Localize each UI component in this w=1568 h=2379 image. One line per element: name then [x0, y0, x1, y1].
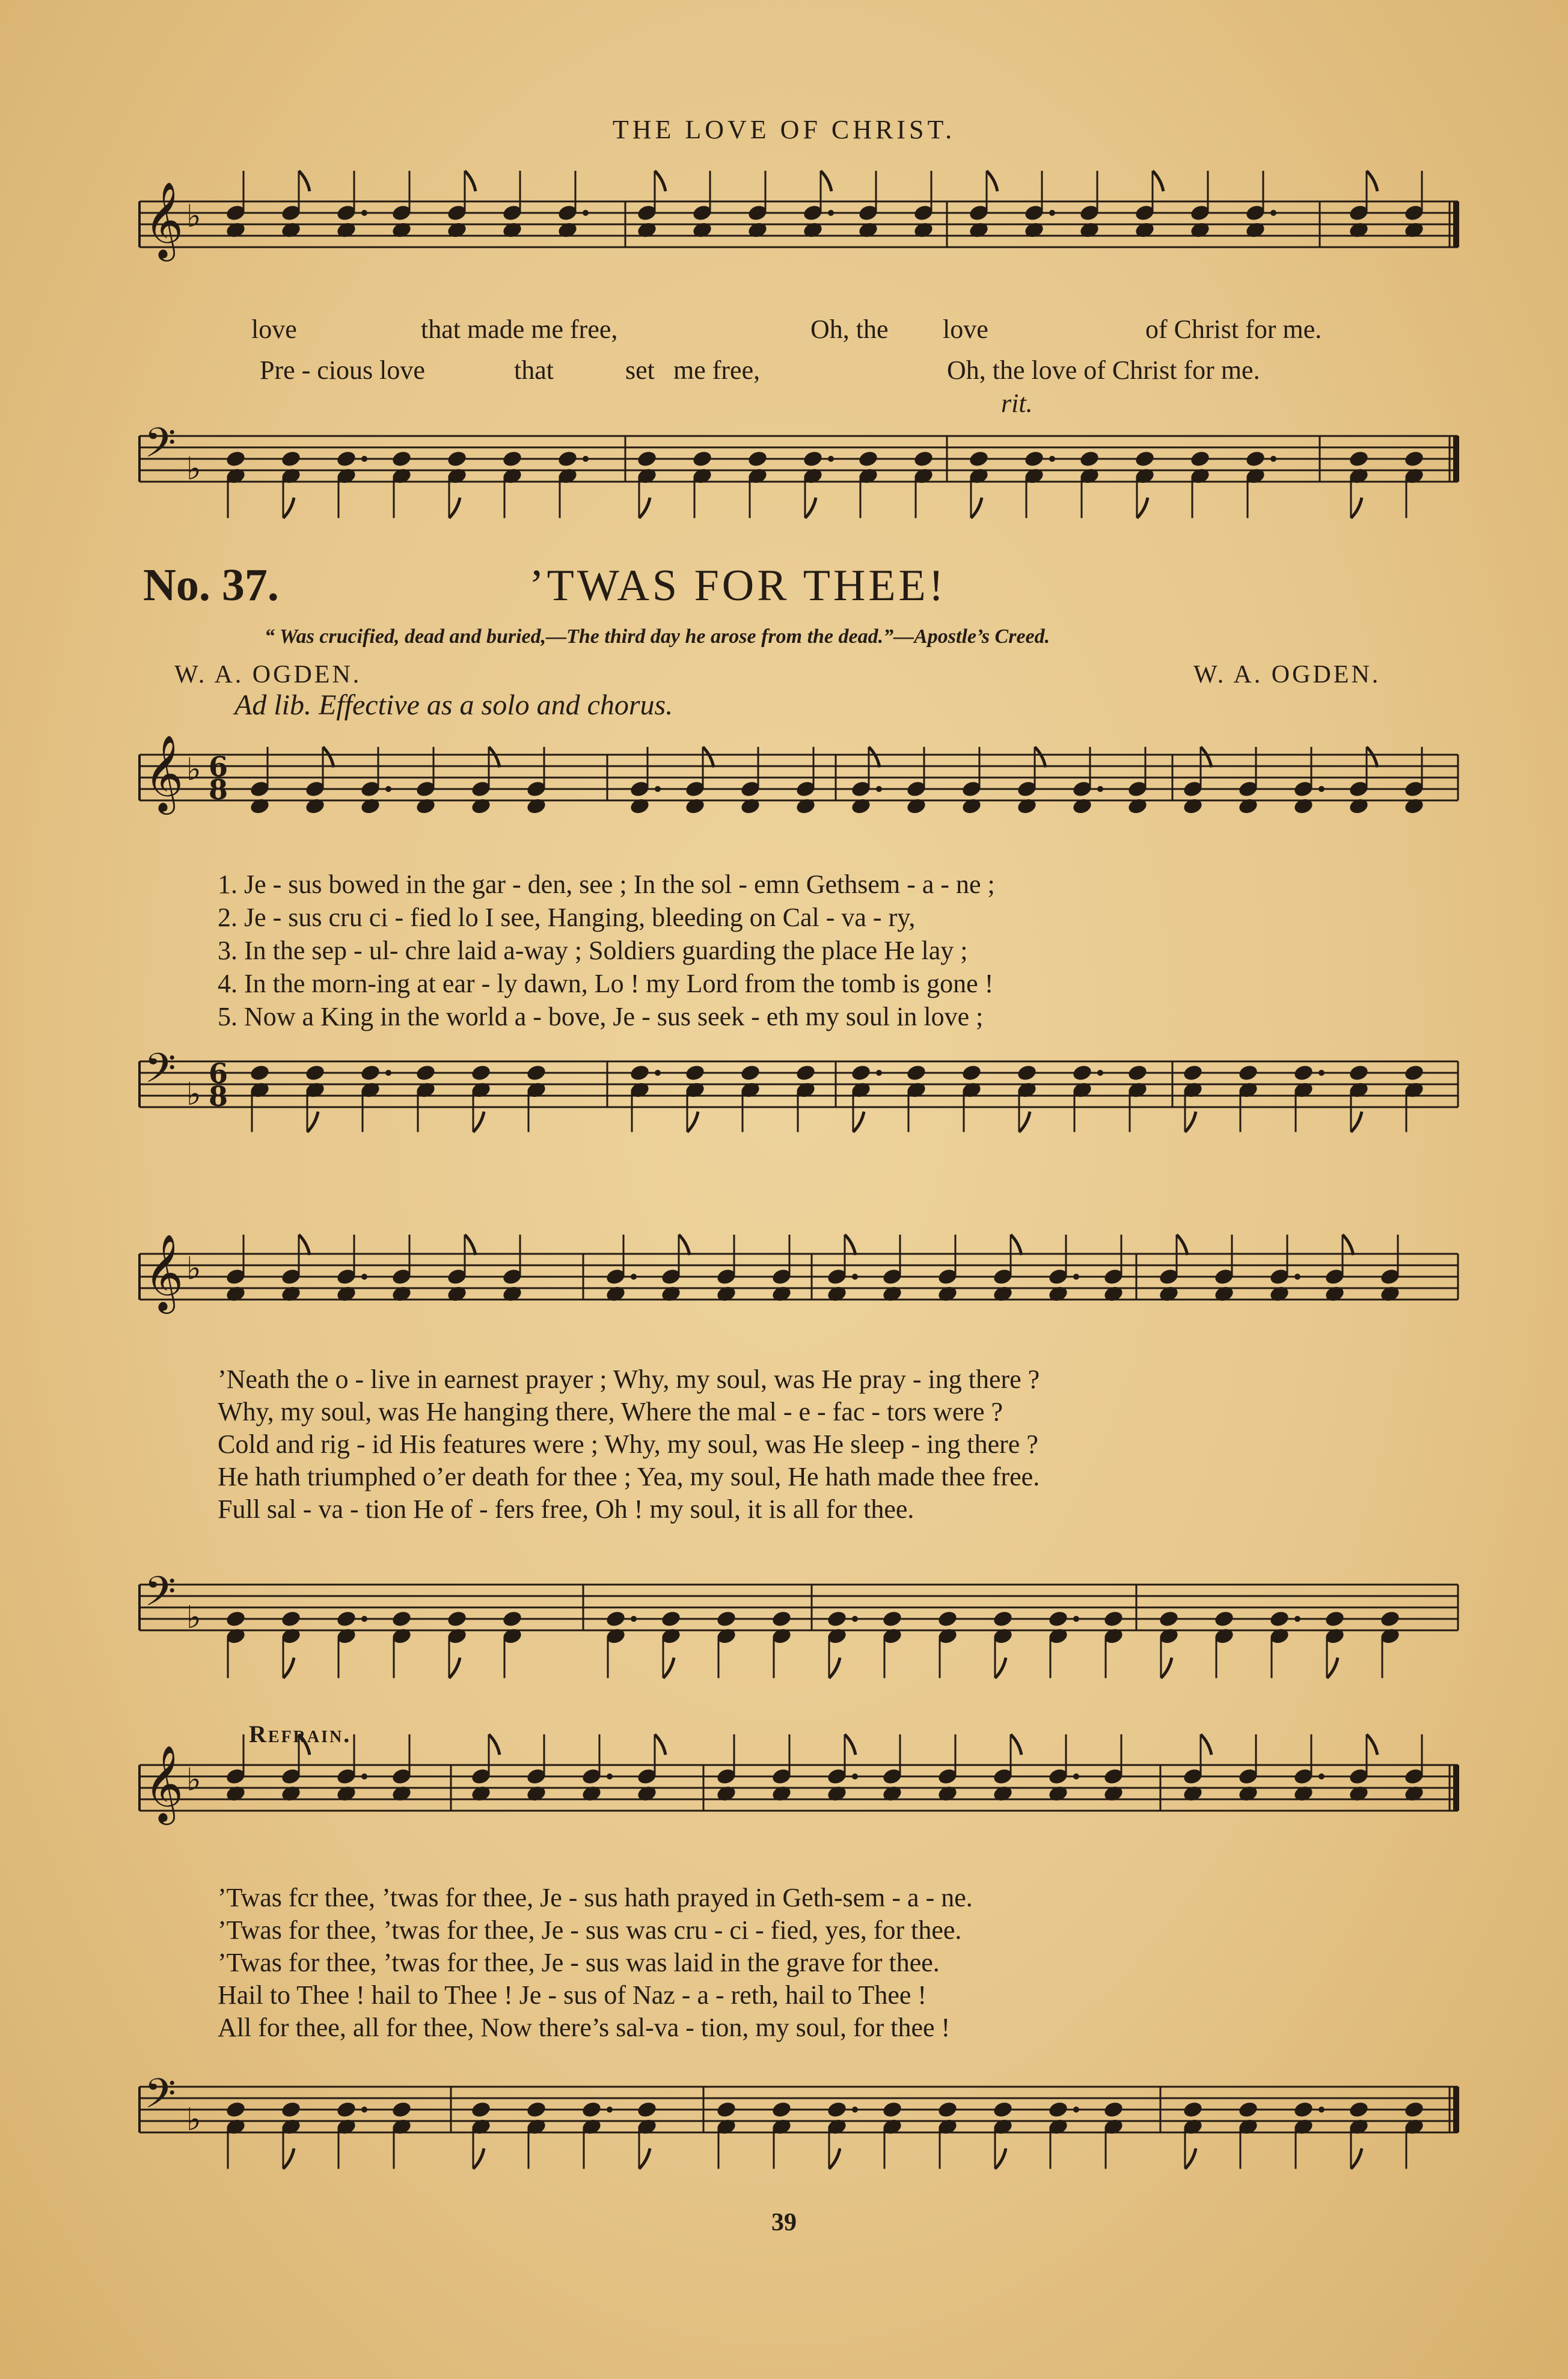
notehead — [1269, 1610, 1290, 1628]
notehead — [715, 2101, 737, 2119]
note-flag — [283, 498, 294, 518]
tempo-mark-rit: rit. — [1001, 388, 1033, 418]
note-flag — [465, 171, 476, 191]
prev-lyric-1b: that made me free, — [421, 315, 618, 344]
prev-lyric-2c: set — [625, 355, 655, 385]
verse-3-line-a: 3. In the sep - ul- chre laid a-way ; Soldiers guarding the place He lay ; — [218, 936, 968, 965]
notehead — [740, 1064, 761, 1082]
note-flag — [1185, 1112, 1196, 1132]
note-flag — [1161, 1658, 1172, 1678]
note-flag — [299, 171, 310, 191]
note-flag — [307, 1112, 318, 1132]
notehead — [1379, 1610, 1401, 1628]
dot — [852, 1773, 858, 1779]
notehead — [415, 1064, 436, 1082]
verse-2-line-b: Why, my soul, was He hanging there, Where the mal - e - fac - tors were ? — [218, 1397, 1003, 1426]
flat-key-signature: ♭ — [186, 1600, 201, 1636]
notehead — [881, 2101, 903, 2119]
dot — [1294, 1274, 1300, 1280]
dot — [876, 786, 882, 792]
refrain-label: Refrain. — [249, 1721, 352, 1748]
hymn-number: No. 37. — [143, 560, 279, 610]
note-flag — [805, 498, 816, 518]
flat-key-signature: ♭ — [186, 1076, 201, 1113]
refrain-line-4: Hail to Thee ! hail to Thee ! Je - sus of Naz - a - reth, hail to Thee ! — [218, 1980, 927, 2010]
bass-clef: 𝄢 — [144, 420, 176, 477]
bass-clef: 𝄢 — [144, 1568, 176, 1625]
notehead — [391, 1610, 412, 1628]
verse-1-line-a: 1. Je - sus bowed in the gar - den, see ; In the sol - emn Gethsem - a - ne ; — [218, 870, 995, 899]
note-flag — [829, 2149, 840, 2169]
dot — [828, 210, 834, 216]
notehead — [747, 450, 768, 468]
notehead — [360, 1064, 381, 1082]
note-flag — [283, 2149, 294, 2169]
dot — [361, 1773, 367, 1779]
dot — [1318, 2107, 1325, 2113]
dot — [655, 786, 661, 792]
page-number: 39 — [771, 2209, 797, 2236]
verse-2-line-a: 2. Je - sus cru ci - fied lo I see, Hanging, bleeding on Cal - va - ry, — [218, 903, 916, 932]
note-flag — [1011, 1734, 1021, 1755]
notehead — [795, 1064, 816, 1082]
dot — [1318, 1070, 1325, 1076]
time-signature-top: 6 — [209, 751, 228, 783]
dot — [1073, 2107, 1079, 2113]
time-signature-bottom: 8 — [209, 1080, 228, 1113]
final-barline-thick — [1453, 436, 1459, 482]
notehead — [446, 1610, 468, 1628]
notehead — [826, 1610, 848, 1628]
dot — [607, 1773, 613, 1779]
notehead — [1158, 1610, 1180, 1628]
time-signature-top: 6 — [209, 1057, 228, 1090]
dot — [852, 2107, 858, 2113]
treble-clef: 𝄞 — [144, 181, 184, 258]
dot — [1073, 1773, 1079, 1779]
notehead — [1293, 2101, 1314, 2119]
notehead — [304, 1064, 326, 1082]
note-flag — [299, 1235, 310, 1255]
notehead — [660, 1610, 682, 1628]
notehead — [802, 450, 824, 468]
note-flag — [449, 498, 460, 518]
note-flag — [1351, 1112, 1362, 1132]
notehead — [335, 2101, 357, 2119]
dot — [1294, 1616, 1300, 1622]
bass-clef: 𝄢 — [144, 1045, 176, 1102]
notehead — [1213, 1610, 1235, 1628]
note-flag — [473, 1112, 484, 1132]
note-flag — [971, 498, 982, 518]
dot — [876, 1070, 882, 1076]
note-flag — [1367, 747, 1377, 767]
dot — [828, 456, 834, 462]
notehead — [1071, 1064, 1093, 1082]
verse-3-line-b: Cold and rig - id His features were ; Why, my soul, was He sleep - ing there ? — [218, 1429, 1038, 1459]
note-flag — [1343, 1235, 1353, 1255]
note-flag — [829, 1658, 840, 1678]
notehead — [1134, 450, 1156, 468]
notehead — [968, 450, 990, 468]
note-flag — [663, 1658, 674, 1678]
notehead — [1237, 2101, 1259, 2119]
dot — [1049, 210, 1055, 216]
notehead — [1182, 2101, 1204, 2119]
flat-key-signature: ♭ — [186, 1251, 201, 1287]
dot — [1318, 786, 1325, 792]
note-flag — [1185, 2149, 1196, 2169]
note-flag — [489, 747, 500, 767]
notehead — [636, 2101, 658, 2119]
note-flag — [1327, 1658, 1338, 1678]
notehead — [391, 2101, 412, 2119]
notehead — [1047, 1610, 1069, 1628]
notehead — [1189, 450, 1211, 468]
note-flag — [1351, 498, 1362, 518]
dot — [1049, 456, 1055, 462]
notehead — [557, 450, 578, 468]
prev-lyric-1a: love — [251, 315, 297, 344]
notehead — [280, 1610, 302, 1628]
notehead — [1245, 450, 1266, 468]
dot — [631, 1616, 637, 1622]
notehead — [881, 1610, 903, 1628]
notehead — [684, 1064, 706, 1082]
verse-5-line-a: 5. Now a King in the world a - bove, Je - sus seek - eth my soul in love ; — [218, 1002, 984, 1031]
performance-note: Ad lib. Effective as a solo and chorus. — [234, 689, 673, 721]
note-flag — [687, 1112, 698, 1132]
dot — [1318, 1773, 1325, 1779]
notehead — [913, 450, 934, 468]
notehead — [280, 450, 302, 468]
final-barline-thick — [1453, 201, 1459, 247]
verse-4-line-a: 4. In the morn-ing at ear - ly dawn, Lo ! my Lord from the tomb is gone ! — [218, 969, 994, 998]
final-barline-thick — [1453, 1765, 1459, 1811]
note-flag — [987, 171, 997, 191]
dot — [1073, 1616, 1079, 1622]
notehead — [225, 2101, 247, 2119]
note-flag — [283, 1658, 294, 1678]
dot — [361, 2107, 367, 2113]
note-flag — [1201, 1734, 1211, 1755]
notehead — [446, 450, 468, 468]
note-flag — [1177, 1235, 1187, 1255]
notehead — [1403, 2101, 1425, 2119]
notehead — [501, 1610, 523, 1628]
prev-lyric-2a: Pre - cious love — [260, 355, 425, 385]
notehead — [1324, 1610, 1346, 1628]
notehead — [280, 2101, 302, 2119]
dot — [852, 1616, 858, 1622]
note-flag — [1351, 2149, 1362, 2169]
note-flag — [995, 2149, 1006, 2169]
dot — [631, 1274, 637, 1280]
verse-5-line-b: Full sal - va - tion He of - fers free, Oh ! my soul, it is all for thee. — [218, 1494, 914, 1524]
prev-lyric-2d: me free, — [673, 355, 761, 385]
note-flag — [1367, 171, 1377, 191]
notehead — [525, 1064, 547, 1082]
notehead — [1023, 450, 1045, 468]
dot — [385, 786, 391, 792]
note-flag — [489, 1734, 500, 1755]
music-credit: W. A. OGDEN. — [1193, 661, 1381, 689]
note-flag — [821, 171, 831, 191]
notehead — [992, 2101, 1014, 2119]
notehead — [1016, 1064, 1038, 1082]
notehead — [961, 1064, 982, 1082]
flat-key-signature: ♭ — [186, 198, 201, 235]
dot — [1097, 1070, 1103, 1076]
hymn-title: ’TWAS FOR THEE! — [529, 561, 947, 610]
flat-key-signature: ♭ — [186, 2102, 201, 2138]
refrain-line-3: ’Twas for thee, ’twas for thee, Je - sus was laid in the grave for thee. — [218, 1948, 940, 1977]
refrain-line-2: ’Twas for thee, ’twas for thee, Je - sus was cru - ci - fied, yes, for thee. — [218, 1915, 962, 1945]
notehead — [636, 450, 658, 468]
hymn-epigraph: “ Was crucified, dead and buried,—The third day he arose from the dead.”—Apostle’s Creed. — [265, 625, 1050, 648]
bass-clef: 𝄢 — [144, 2070, 176, 2128]
note-flag — [1367, 1734, 1377, 1755]
notehead — [1348, 1064, 1370, 1082]
note-flag — [845, 1734, 856, 1755]
dot — [385, 1070, 391, 1076]
notehead — [470, 2101, 492, 2119]
notehead — [391, 450, 412, 468]
notehead — [225, 1610, 247, 1628]
notehead — [249, 1064, 271, 1082]
dot — [1073, 1274, 1079, 1280]
notehead — [605, 1610, 626, 1628]
notehead — [905, 1064, 927, 1082]
notehead — [691, 450, 713, 468]
note-flag — [1137, 498, 1148, 518]
notehead — [501, 450, 523, 468]
notehead — [1047, 2101, 1069, 2119]
notehead — [715, 1610, 737, 1628]
notehead — [1127, 1064, 1148, 1082]
notehead — [1237, 1064, 1259, 1082]
prev-lyric-2e: Oh, the love of Christ for me. — [947, 355, 1260, 385]
prev-lyric-1c: Oh, the — [810, 315, 889, 344]
note-flag — [853, 1112, 864, 1132]
final-barline-thick — [1453, 2087, 1459, 2132]
notehead — [992, 1610, 1014, 1628]
note-flag — [1011, 1235, 1021, 1255]
notehead — [1403, 1064, 1425, 1082]
refrain-line-1: ’Twas fcr thee, ’twas for thee, Je - sus hath prayed in Geth-sem - a - ne. — [218, 1883, 973, 1912]
treble-clef: 𝄞 — [144, 1745, 184, 1822]
note-flag — [1035, 747, 1046, 767]
notehead — [335, 450, 357, 468]
dot — [1270, 456, 1276, 462]
dot — [583, 210, 589, 216]
dot — [361, 456, 367, 462]
dot — [361, 1616, 367, 1622]
dot — [361, 1274, 367, 1280]
note-flag — [473, 2149, 484, 2169]
notehead — [1348, 450, 1370, 468]
note-flag — [449, 1658, 460, 1678]
notehead — [1293, 1064, 1314, 1082]
notehead — [1079, 450, 1100, 468]
notehead — [937, 1610, 958, 1628]
dot — [655, 1070, 661, 1076]
notehead — [937, 2101, 958, 2119]
notehead — [850, 1064, 872, 1082]
prev-lyric-1e: of Christ for me. — [1145, 315, 1322, 344]
running-head: THE LOVE OF CHRIST. — [612, 115, 956, 144]
note-flag — [655, 1734, 666, 1755]
note-flag — [869, 747, 880, 767]
note-flag — [679, 1235, 690, 1255]
treble-clef: 𝄞 — [144, 734, 184, 811]
notehead — [335, 1610, 357, 1628]
note-flag — [1153, 171, 1163, 191]
flat-key-signature: ♭ — [186, 752, 201, 788]
note-flag — [323, 747, 334, 767]
note-flag — [703, 747, 714, 767]
notehead — [225, 450, 247, 468]
dot — [1270, 210, 1276, 216]
note-flag — [1201, 747, 1211, 767]
prev-lyric-1d: love — [943, 315, 988, 344]
notehead — [771, 1610, 792, 1628]
notehead — [1403, 450, 1425, 468]
flat-key-signature: ♭ — [186, 451, 201, 487]
notehead — [470, 1064, 492, 1082]
note-flag — [995, 1658, 1006, 1678]
notehead — [1103, 1610, 1124, 1628]
notehead — [629, 1064, 651, 1082]
flat-key-signature: ♭ — [186, 1762, 201, 1798]
notehead — [581, 2101, 602, 2119]
notehead — [857, 450, 879, 468]
dot — [852, 1274, 858, 1280]
note-flag — [639, 2149, 650, 2169]
refrain-line-5: All for thee, all for thee, Now there’s sal-va - tion, my soul, for thee ! — [218, 2013, 951, 2042]
dot — [607, 2107, 613, 2113]
notehead — [525, 2101, 547, 2119]
verse-1-line-b: ’Neath the o - live in earnest prayer ; Why, my soul, was He pray - ing there ? — [218, 1364, 1040, 1394]
time-signature-bottom: 8 — [209, 773, 228, 806]
notehead — [826, 2101, 848, 2119]
notehead — [771, 2101, 792, 2119]
notehead — [1348, 2101, 1370, 2119]
note-flag — [845, 1235, 856, 1255]
words-credit: W. A. OGDEN. — [174, 661, 362, 689]
note-flag — [655, 171, 666, 191]
notehead — [1103, 2101, 1124, 2119]
treble-clef: 𝄞 — [144, 1233, 184, 1310]
note-flag — [639, 498, 650, 518]
dot — [1097, 786, 1103, 792]
prev-lyric-2b: that — [514, 355, 554, 385]
dot — [361, 210, 367, 216]
note-flag — [465, 1235, 476, 1255]
note-flag — [1019, 1112, 1030, 1132]
verse-4-line-b: He hath triumphed o’er death for thee ; Yea, my soul, He hath made thee free. — [218, 1462, 1040, 1491]
notehead — [1182, 1064, 1204, 1082]
dot — [583, 456, 589, 462]
